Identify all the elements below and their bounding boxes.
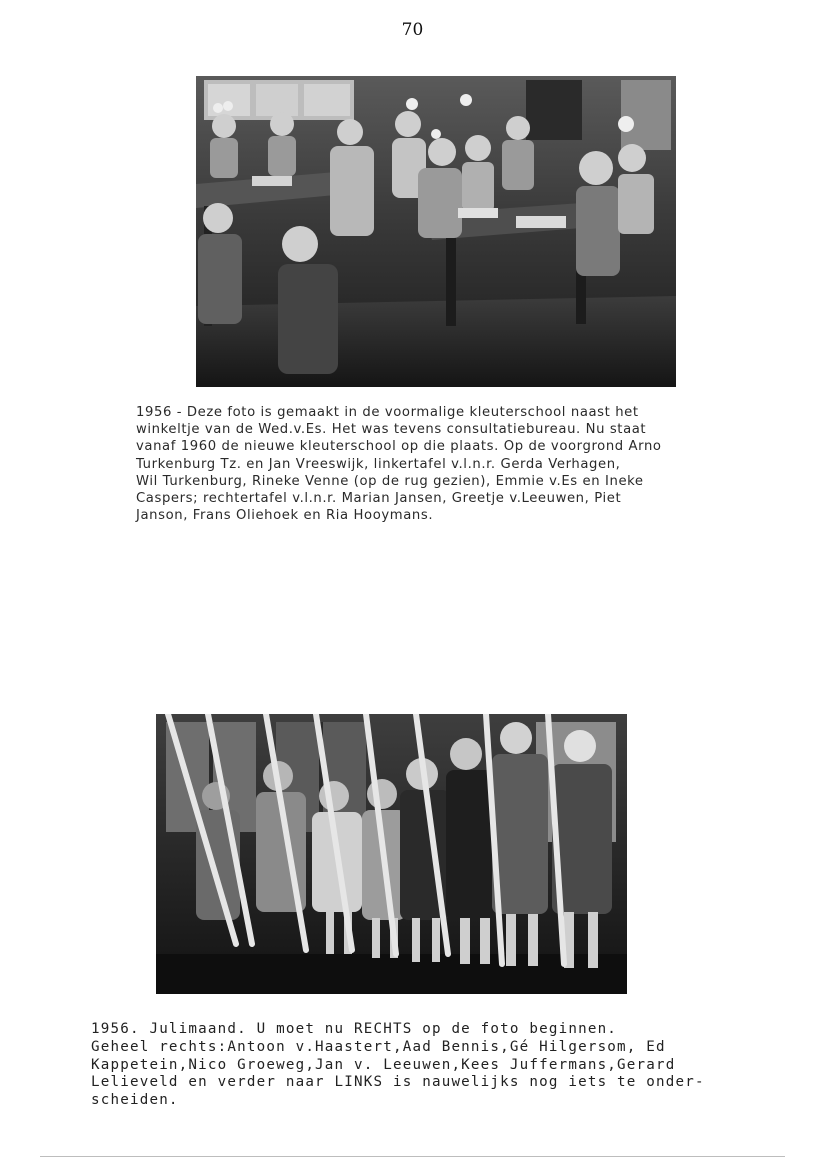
rope-climbing-photo <box>156 714 627 994</box>
caption-line: 1956. Julimaand. U moet nu RECHTS op de foto beginnen. <box>91 1021 618 1037</box>
caption-line: Wil Turkenburg, Rineke Venne (op de rug gezien), Emmie v.Es en Ineke <box>136 473 644 489</box>
rope-climbing-photo-caption <box>91 1021 751 1110</box>
bottom-rule <box>40 1156 785 1157</box>
caption-line: scheiden. <box>91 1092 179 1109</box>
caption-line: vanaf 1960 de nieuwe kleuterschool op die plaats. Op de voorgrond Arno <box>136 439 662 455</box>
caption-line: Turkenburg Tz. en Jan Vreeswijk, linkertafel v.l.n.r. Gerda Verhagen, <box>136 456 621 472</box>
caption-line: winkeltje van de Wed.v.Es. Het was tevens consultatiebureau. Nu staat <box>136 422 647 438</box>
classroom-photo <box>196 76 676 387</box>
page-number: 70 <box>401 20 424 40</box>
caption-line: Kappetein,Nico Groeweg,Jan v. Leeuwen,Kees Juffermans,Gerard <box>91 1056 676 1073</box>
rope-climbing-photo-image <box>156 714 627 994</box>
classroom-photo-image <box>196 76 676 387</box>
caption-line: Caspers; rechtertafel v.l.n.r. Marian Jansen, Greetje v.Leeuwen, Piet <box>136 491 622 507</box>
caption-line: 1956 - Deze foto is gemaakt in de voormalige kleuterschool naast het <box>136 405 639 420</box>
caption-line: Janson, Frans Oliehoek en Ria Hooymans. <box>136 508 434 524</box>
caption-line: Geheel rechts:Antoon v.Haastert,Aad Bennis,Gé Hilgersom, Ed <box>91 1038 666 1055</box>
caption-line: Lelieveld en verder naar LINKS is nauwelijks nog iets te onder- <box>91 1074 705 1091</box>
classroom-photo-caption <box>136 404 736 524</box>
